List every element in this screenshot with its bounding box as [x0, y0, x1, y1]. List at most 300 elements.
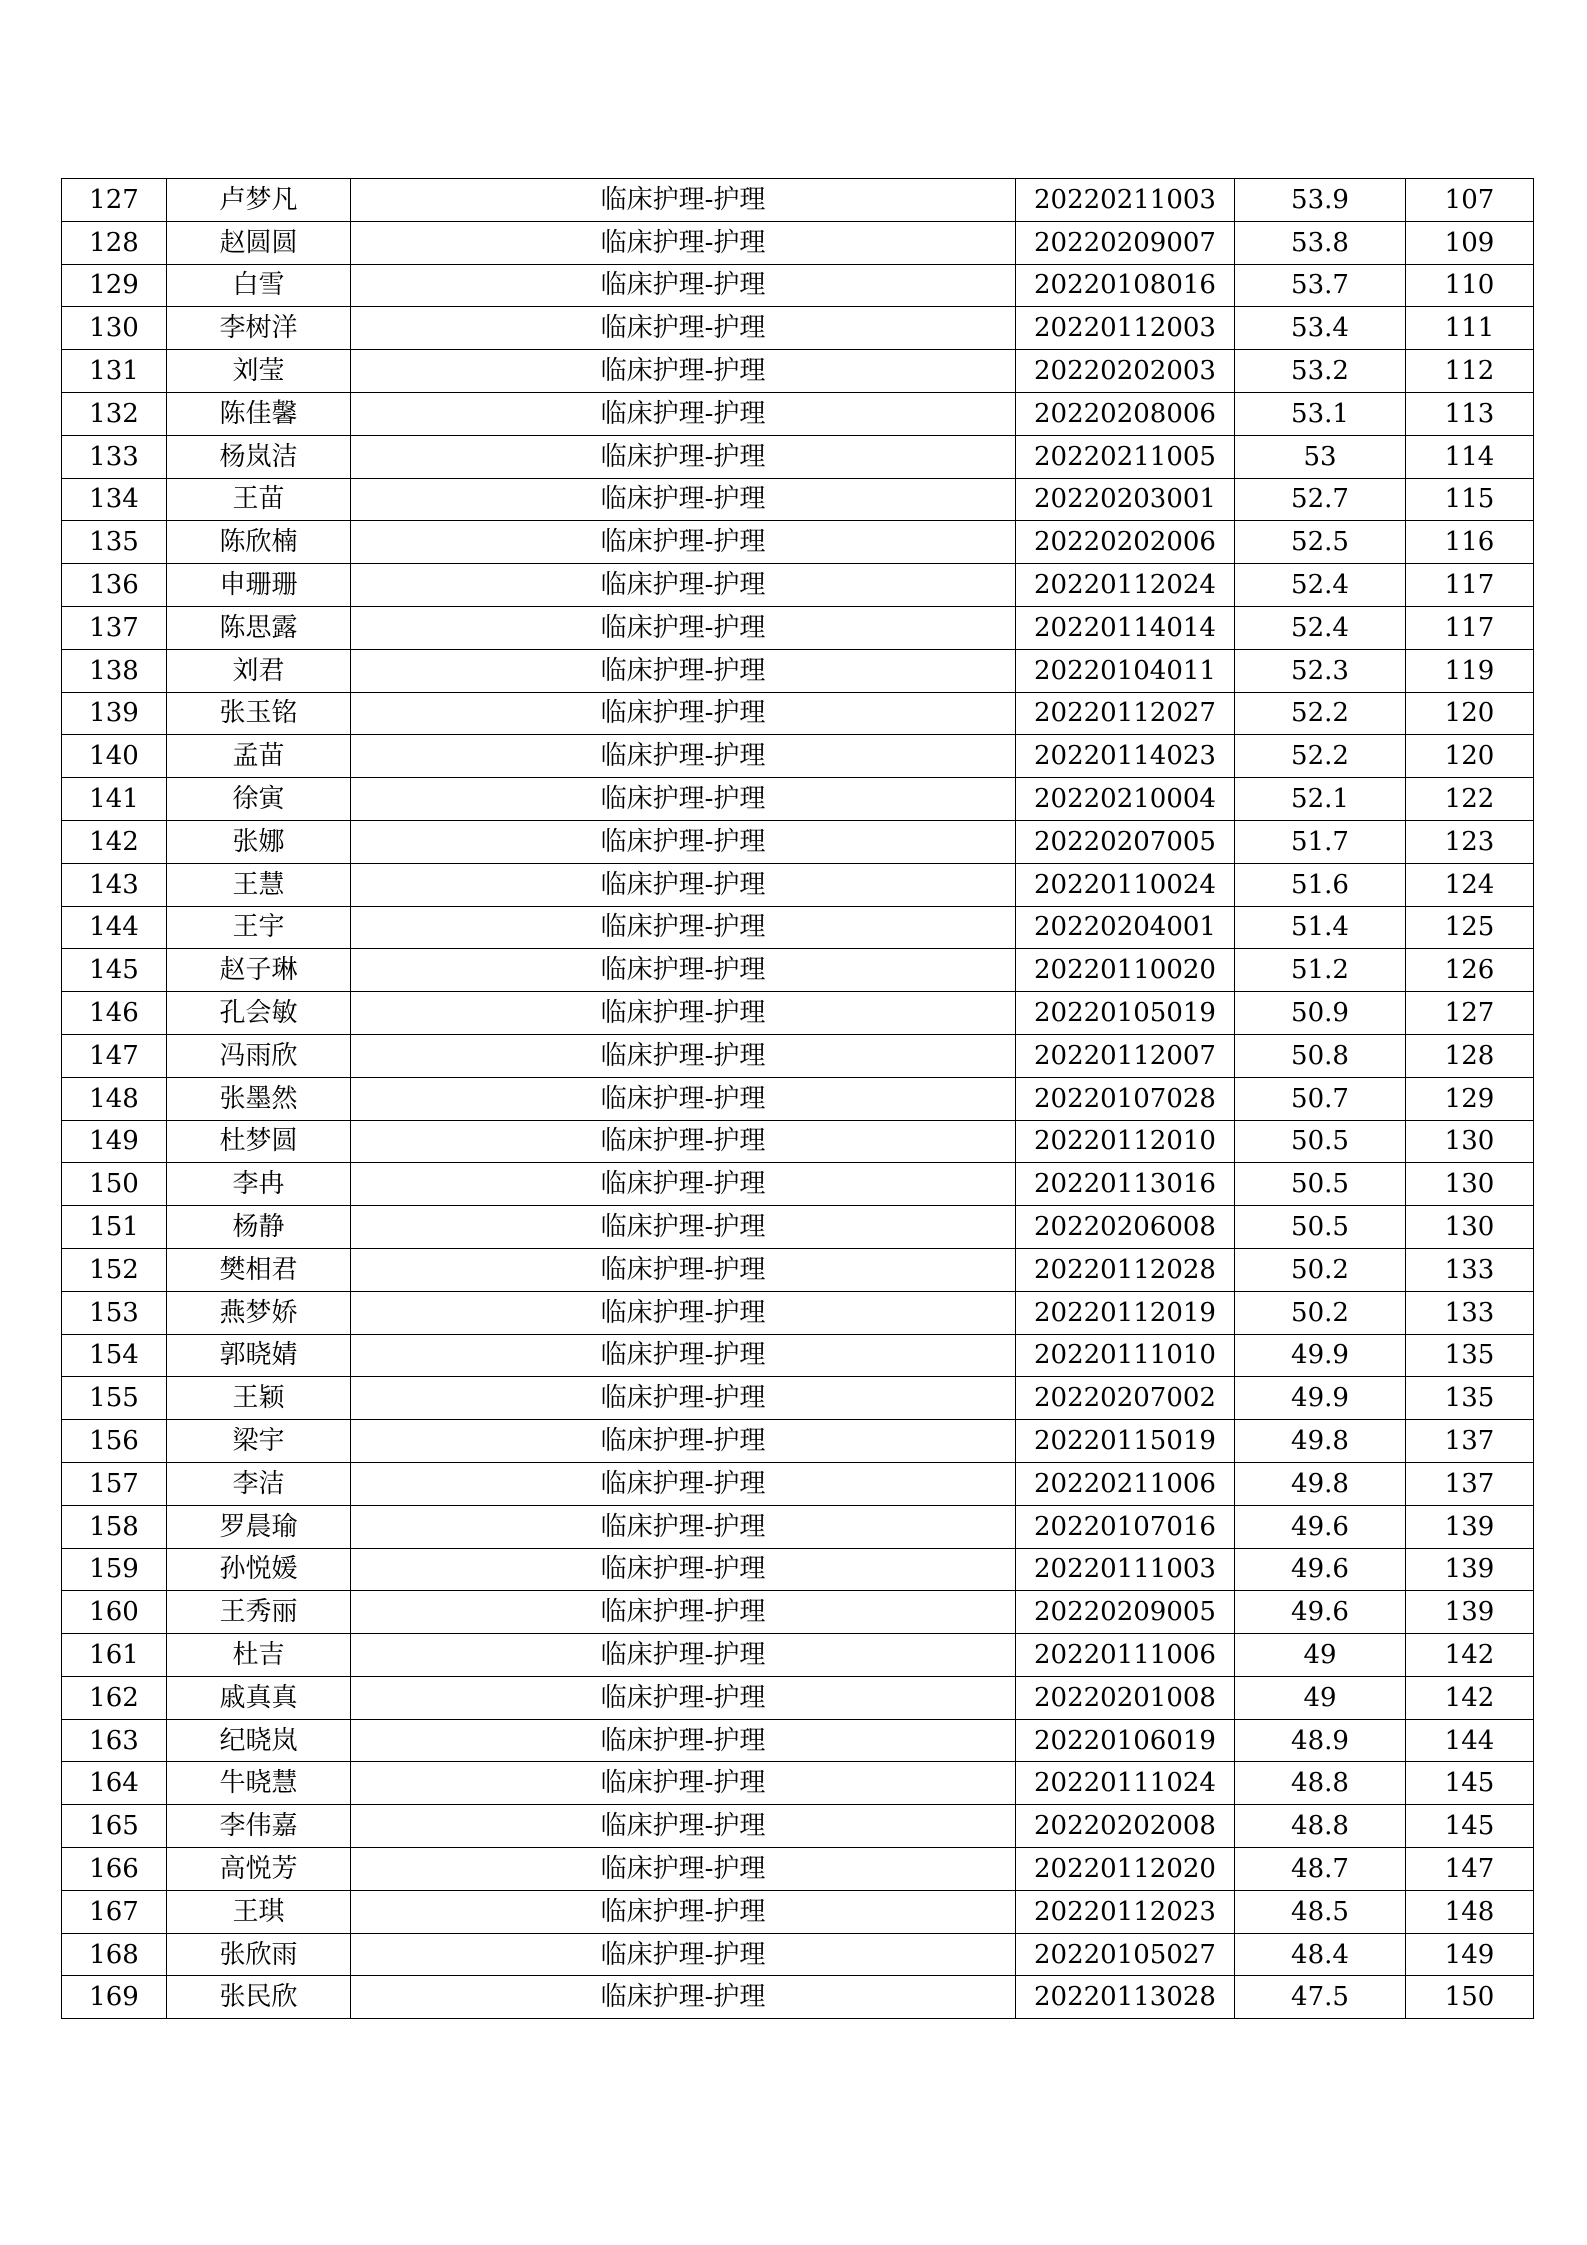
score-cell: 49.6	[1235, 1505, 1406, 1548]
candidate-name-cell: 申珊珊	[167, 564, 351, 607]
exam-id-cell: 20220110020	[1016, 949, 1235, 992]
table-row	[62, 1762, 1534, 1805]
score-cell: 50.5	[1235, 1206, 1406, 1249]
table-row	[62, 521, 1534, 564]
candidate-name-cell: 李树洋	[167, 307, 351, 350]
score-cell: 49.6	[1235, 1591, 1406, 1634]
table-row	[62, 1848, 1534, 1891]
rank-cell: 120	[1406, 692, 1534, 735]
candidate-name-cell: 杜梦圆	[167, 1120, 351, 1163]
exam-id-cell: 20220206008	[1016, 1206, 1235, 1249]
table-row	[62, 1120, 1534, 1163]
exam-id-cell: 20220208006	[1016, 392, 1235, 435]
row-number-cell: 144	[62, 906, 167, 949]
candidate-name-cell: 王颖	[167, 1377, 351, 1420]
rank-cell: 130	[1406, 1206, 1534, 1249]
exam-id-cell: 20220110024	[1016, 863, 1235, 906]
score-cell: 50.5	[1235, 1120, 1406, 1163]
row-number-cell: 133	[62, 435, 167, 478]
exam-id-cell: 20220202006	[1016, 521, 1235, 564]
table-row	[62, 1976, 1534, 2019]
candidate-name-cell: 李伟嘉	[167, 1805, 351, 1848]
position-cell: 临床护理-护理	[351, 1548, 1016, 1591]
exam-id-cell: 20220111003	[1016, 1548, 1235, 1591]
rank-cell: 133	[1406, 1248, 1534, 1291]
rank-cell: 115	[1406, 478, 1534, 521]
row-number-cell: 129	[62, 264, 167, 307]
exam-id-cell: 20220112028	[1016, 1248, 1235, 1291]
row-number-cell: 152	[62, 1248, 167, 1291]
table-row	[62, 221, 1534, 264]
candidate-name-cell: 赵子琳	[167, 949, 351, 992]
position-cell: 临床护理-护理	[351, 1719, 1016, 1762]
row-number-cell: 160	[62, 1591, 167, 1634]
table-row	[62, 478, 1534, 521]
position-cell: 临床护理-护理	[351, 221, 1016, 264]
exam-id-cell: 20220112019	[1016, 1291, 1235, 1334]
table-row	[62, 1676, 1534, 1719]
rank-cell: 139	[1406, 1548, 1534, 1591]
position-cell: 临床护理-护理	[351, 992, 1016, 1035]
exam-id-cell: 20220106019	[1016, 1719, 1235, 1762]
table-row	[62, 1334, 1534, 1377]
table-row	[62, 1163, 1534, 1206]
exam-id-cell: 20220210004	[1016, 778, 1235, 821]
exam-id-cell: 20220108016	[1016, 264, 1235, 307]
candidate-name-cell: 梁宇	[167, 1420, 351, 1463]
rank-cell: 145	[1406, 1762, 1534, 1805]
score-cell: 50.9	[1235, 992, 1406, 1035]
row-number-cell: 151	[62, 1206, 167, 1249]
table-row	[62, 1548, 1534, 1591]
rank-cell: 123	[1406, 820, 1534, 863]
rank-cell: 137	[1406, 1420, 1534, 1463]
rank-cell: 113	[1406, 392, 1534, 435]
position-cell: 临床护理-护理	[351, 1762, 1016, 1805]
candidate-name-cell: 王秀丽	[167, 1591, 351, 1634]
score-cell: 53.2	[1235, 350, 1406, 393]
position-cell: 临床护理-护理	[351, 1291, 1016, 1334]
score-cell: 50.7	[1235, 1077, 1406, 1120]
score-cell: 53.4	[1235, 307, 1406, 350]
exam-id-cell: 20220209005	[1016, 1591, 1235, 1634]
rank-cell: 147	[1406, 1848, 1534, 1891]
table-row	[62, 1505, 1534, 1548]
score-cell: 48.4	[1235, 1933, 1406, 1976]
rank-cell: 145	[1406, 1805, 1534, 1848]
table-row	[62, 1291, 1534, 1334]
exam-id-cell: 20220207002	[1016, 1377, 1235, 1420]
score-cell: 52.7	[1235, 478, 1406, 521]
position-cell: 临床护理-护理	[351, 1805, 1016, 1848]
score-cell: 51.4	[1235, 906, 1406, 949]
position-cell: 临床护理-护理	[351, 1890, 1016, 1933]
rank-cell: 116	[1406, 521, 1534, 564]
candidate-name-cell: 李洁	[167, 1462, 351, 1505]
table-row	[62, 949, 1534, 992]
row-number-cell: 141	[62, 778, 167, 821]
exam-id-cell: 20220104011	[1016, 649, 1235, 692]
rank-cell: 117	[1406, 564, 1534, 607]
rank-cell: 117	[1406, 606, 1534, 649]
candidate-name-cell: 白雪	[167, 264, 351, 307]
score-cell: 50.2	[1235, 1248, 1406, 1291]
row-number-cell: 147	[62, 1034, 167, 1077]
table-row	[62, 778, 1534, 821]
table-row	[62, 392, 1534, 435]
exam-id-cell: 20220112024	[1016, 564, 1235, 607]
table-row	[62, 1077, 1534, 1120]
rank-cell: 128	[1406, 1034, 1534, 1077]
position-cell: 临床护理-护理	[351, 649, 1016, 692]
position-cell: 临床护理-护理	[351, 1462, 1016, 1505]
row-number-cell: 136	[62, 564, 167, 607]
row-number-cell: 166	[62, 1848, 167, 1891]
table-row	[62, 179, 1534, 222]
row-number-cell: 140	[62, 735, 167, 778]
row-number-cell: 127	[62, 179, 167, 222]
table-row	[62, 1890, 1534, 1933]
exam-id-cell: 20220112003	[1016, 307, 1235, 350]
row-number-cell: 149	[62, 1120, 167, 1163]
rank-cell: 120	[1406, 735, 1534, 778]
table-row	[62, 863, 1534, 906]
row-number-cell: 128	[62, 221, 167, 264]
candidate-name-cell: 孟苗	[167, 735, 351, 778]
candidate-name-cell: 李冉	[167, 1163, 351, 1206]
position-cell: 临床护理-护理	[351, 863, 1016, 906]
exam-id-cell: 20220112007	[1016, 1034, 1235, 1077]
exam-id-cell: 20220113016	[1016, 1163, 1235, 1206]
score-cell: 51.6	[1235, 863, 1406, 906]
table-row	[62, 906, 1534, 949]
score-cell: 49	[1235, 1634, 1406, 1677]
rank-cell: 142	[1406, 1676, 1534, 1719]
exam-id-cell: 20220107016	[1016, 1505, 1235, 1548]
rank-cell: 130	[1406, 1120, 1534, 1163]
row-number-cell: 135	[62, 521, 167, 564]
rank-cell: 144	[1406, 1719, 1534, 1762]
rank-cell: 135	[1406, 1377, 1534, 1420]
position-cell: 临床护理-护理	[351, 820, 1016, 863]
position-cell: 临床护理-护理	[351, 350, 1016, 393]
row-number-cell: 142	[62, 820, 167, 863]
rank-cell: 126	[1406, 949, 1534, 992]
score-cell: 52.3	[1235, 649, 1406, 692]
position-cell: 临床护理-护理	[351, 1377, 1016, 1420]
score-cell: 53.1	[1235, 392, 1406, 435]
rank-cell: 114	[1406, 435, 1534, 478]
rank-cell: 148	[1406, 1890, 1534, 1933]
row-number-cell: 157	[62, 1462, 167, 1505]
candidate-name-cell: 孔会敏	[167, 992, 351, 1035]
position-cell: 临床护理-护理	[351, 564, 1016, 607]
score-cell: 53	[1235, 435, 1406, 478]
position-cell: 临床护理-护理	[351, 521, 1016, 564]
exam-id-cell: 20220112010	[1016, 1120, 1235, 1163]
exam-id-cell: 20220113028	[1016, 1976, 1235, 2019]
row-number-cell: 167	[62, 1890, 167, 1933]
rank-cell: 150	[1406, 1976, 1534, 2019]
position-cell: 临床护理-护理	[351, 692, 1016, 735]
exam-id-cell: 20220202003	[1016, 350, 1235, 393]
candidate-name-cell: 孙悦媛	[167, 1548, 351, 1591]
row-number-cell: 139	[62, 692, 167, 735]
score-cell: 53.8	[1235, 221, 1406, 264]
table-row	[62, 1719, 1534, 1762]
table-row	[62, 1248, 1534, 1291]
rank-cell: 125	[1406, 906, 1534, 949]
row-number-cell: 138	[62, 649, 167, 692]
score-cell: 52.2	[1235, 692, 1406, 735]
candidate-name-cell: 高悦芳	[167, 1848, 351, 1891]
exam-id-cell: 20220202008	[1016, 1805, 1235, 1848]
table-row	[62, 1805, 1534, 1848]
position-cell: 临床护理-护理	[351, 949, 1016, 992]
candidate-name-cell: 樊相君	[167, 1248, 351, 1291]
position-cell: 临床护理-护理	[351, 1120, 1016, 1163]
candidate-name-cell: 王琪	[167, 1890, 351, 1933]
rank-cell: 133	[1406, 1291, 1534, 1334]
row-number-cell: 169	[62, 1976, 167, 2019]
candidate-name-cell: 杨岚洁	[167, 435, 351, 478]
candidate-name-cell: 陈佳馨	[167, 392, 351, 435]
table-row	[62, 1377, 1534, 1420]
candidate-name-cell: 赵圆圆	[167, 221, 351, 264]
candidate-name-cell: 陈欣楠	[167, 521, 351, 564]
rank-cell: 149	[1406, 1933, 1534, 1976]
candidate-name-cell: 冯雨欣	[167, 1034, 351, 1077]
position-cell: 临床护理-护理	[351, 906, 1016, 949]
exam-id-cell: 20220204001	[1016, 906, 1235, 949]
rank-cell: 111	[1406, 307, 1534, 350]
exam-id-cell: 20220203001	[1016, 478, 1235, 521]
position-cell: 临床护理-护理	[351, 1420, 1016, 1463]
exam-id-cell: 20220211006	[1016, 1462, 1235, 1505]
table-row	[62, 435, 1534, 478]
rank-cell: 107	[1406, 179, 1534, 222]
table-row	[62, 1206, 1534, 1249]
table-row	[62, 820, 1534, 863]
rank-cell: 129	[1406, 1077, 1534, 1120]
row-number-cell: 148	[62, 1077, 167, 1120]
rank-cell: 139	[1406, 1505, 1534, 1548]
row-number-cell: 168	[62, 1933, 167, 1976]
position-cell: 临床护理-护理	[351, 1676, 1016, 1719]
row-number-cell: 143	[62, 863, 167, 906]
row-number-cell: 150	[62, 1163, 167, 1206]
score-cell: 52.2	[1235, 735, 1406, 778]
score-cell: 48.9	[1235, 1719, 1406, 1762]
results-table	[61, 178, 1534, 2019]
score-cell: 50.2	[1235, 1291, 1406, 1334]
exam-id-cell: 20220111010	[1016, 1334, 1235, 1377]
position-cell: 临床护理-护理	[351, 264, 1016, 307]
exam-id-cell: 20220211003	[1016, 179, 1235, 222]
row-number-cell: 130	[62, 307, 167, 350]
score-cell: 51.2	[1235, 949, 1406, 992]
candidate-name-cell: 徐寅	[167, 778, 351, 821]
score-cell: 50.8	[1235, 1034, 1406, 1077]
row-number-cell: 161	[62, 1634, 167, 1677]
exam-id-cell: 20220112023	[1016, 1890, 1235, 1933]
score-cell: 49.9	[1235, 1377, 1406, 1420]
score-cell: 49	[1235, 1676, 1406, 1719]
table-row	[62, 1634, 1534, 1677]
results-table-page	[61, 178, 1533, 2019]
row-number-cell: 162	[62, 1676, 167, 1719]
table-row	[62, 649, 1534, 692]
position-cell: 临床护理-护理	[351, 1077, 1016, 1120]
candidate-name-cell: 刘莹	[167, 350, 351, 393]
table-row	[62, 992, 1534, 1035]
exam-id-cell: 20220111024	[1016, 1762, 1235, 1805]
row-number-cell: 146	[62, 992, 167, 1035]
score-cell: 49.6	[1235, 1548, 1406, 1591]
position-cell: 临床护理-护理	[351, 1933, 1016, 1976]
score-cell: 50.5	[1235, 1163, 1406, 1206]
rank-cell: 130	[1406, 1163, 1534, 1206]
table-row	[62, 1591, 1534, 1634]
candidate-name-cell: 燕梦娇	[167, 1291, 351, 1334]
position-cell: 临床护理-护理	[351, 1848, 1016, 1891]
rank-cell: 110	[1406, 264, 1534, 307]
rank-cell: 122	[1406, 778, 1534, 821]
table-row	[62, 606, 1534, 649]
score-cell: 48.8	[1235, 1805, 1406, 1848]
rank-cell: 137	[1406, 1462, 1534, 1505]
table-row	[62, 350, 1534, 393]
row-number-cell: 154	[62, 1334, 167, 1377]
score-cell: 52.4	[1235, 606, 1406, 649]
table-row	[62, 1933, 1534, 1976]
exam-id-cell: 20220112027	[1016, 692, 1235, 735]
exam-id-cell: 20220111006	[1016, 1634, 1235, 1677]
table-row	[62, 307, 1534, 350]
score-cell: 53.7	[1235, 264, 1406, 307]
table-row	[62, 1462, 1534, 1505]
score-cell: 49.8	[1235, 1420, 1406, 1463]
position-cell: 临床护理-护理	[351, 435, 1016, 478]
score-cell: 49.8	[1235, 1462, 1406, 1505]
row-number-cell: 163	[62, 1719, 167, 1762]
candidate-name-cell: 张民欣	[167, 1976, 351, 2019]
row-number-cell: 159	[62, 1548, 167, 1591]
row-number-cell: 165	[62, 1805, 167, 1848]
position-cell: 临床护理-护理	[351, 307, 1016, 350]
candidate-name-cell: 郭晓婧	[167, 1334, 351, 1377]
score-cell: 49.9	[1235, 1334, 1406, 1377]
exam-id-cell: 20220105019	[1016, 992, 1235, 1035]
exam-id-cell: 20220114014	[1016, 606, 1235, 649]
exam-id-cell: 20220211005	[1016, 435, 1235, 478]
candidate-name-cell: 纪晓岚	[167, 1719, 351, 1762]
table-row	[62, 264, 1534, 307]
position-cell: 临床护理-护理	[351, 1248, 1016, 1291]
position-cell: 临床护理-护理	[351, 606, 1016, 649]
candidate-name-cell: 王宇	[167, 906, 351, 949]
row-number-cell: 145	[62, 949, 167, 992]
rank-cell: 112	[1406, 350, 1534, 393]
rank-cell: 127	[1406, 992, 1534, 1035]
rank-cell: 142	[1406, 1634, 1534, 1677]
candidate-name-cell: 王慧	[167, 863, 351, 906]
position-cell: 临床护理-护理	[351, 179, 1016, 222]
row-number-cell: 156	[62, 1420, 167, 1463]
row-number-cell: 158	[62, 1505, 167, 1548]
candidate-name-cell: 刘君	[167, 649, 351, 692]
exam-id-cell: 20220112020	[1016, 1848, 1235, 1891]
candidate-name-cell: 张欣雨	[167, 1933, 351, 1976]
candidate-name-cell: 王苗	[167, 478, 351, 521]
position-cell: 临床护理-护理	[351, 735, 1016, 778]
score-cell: 48.7	[1235, 1848, 1406, 1891]
score-cell: 48.8	[1235, 1762, 1406, 1805]
candidate-name-cell: 杨静	[167, 1206, 351, 1249]
exam-id-cell: 20220114023	[1016, 735, 1235, 778]
position-cell: 临床护理-护理	[351, 1976, 1016, 2019]
score-cell: 51.7	[1235, 820, 1406, 863]
position-cell: 临床护理-护理	[351, 778, 1016, 821]
row-number-cell: 164	[62, 1762, 167, 1805]
rank-cell: 135	[1406, 1334, 1534, 1377]
rank-cell: 139	[1406, 1591, 1534, 1634]
position-cell: 临床护理-护理	[351, 1334, 1016, 1377]
position-cell: 临床护理-护理	[351, 1505, 1016, 1548]
exam-id-cell: 20220207005	[1016, 820, 1235, 863]
candidate-name-cell: 张墨然	[167, 1077, 351, 1120]
candidate-name-cell: 牛晓慧	[167, 1762, 351, 1805]
exam-id-cell: 20220105027	[1016, 1933, 1235, 1976]
candidate-name-cell: 戚真真	[167, 1676, 351, 1719]
score-cell: 52.5	[1235, 521, 1406, 564]
rank-cell: 119	[1406, 649, 1534, 692]
results-table-body	[62, 179, 1534, 2019]
table-row	[62, 735, 1534, 778]
table-row	[62, 692, 1534, 735]
score-cell: 53.9	[1235, 179, 1406, 222]
score-cell: 48.5	[1235, 1890, 1406, 1933]
row-number-cell: 153	[62, 1291, 167, 1334]
candidate-name-cell: 张娜	[167, 820, 351, 863]
table-row	[62, 1420, 1534, 1463]
row-number-cell: 132	[62, 392, 167, 435]
position-cell: 临床护理-护理	[351, 478, 1016, 521]
exam-id-cell: 20220201008	[1016, 1676, 1235, 1719]
row-number-cell: 134	[62, 478, 167, 521]
position-cell: 临床护理-护理	[351, 1634, 1016, 1677]
candidate-name-cell: 杜吉	[167, 1634, 351, 1677]
score-cell: 47.5	[1235, 1976, 1406, 2019]
rank-cell: 109	[1406, 221, 1534, 264]
candidate-name-cell: 罗晨瑜	[167, 1505, 351, 1548]
row-number-cell: 137	[62, 606, 167, 649]
exam-id-cell: 20220209007	[1016, 221, 1235, 264]
rank-cell: 124	[1406, 863, 1534, 906]
table-row	[62, 1034, 1534, 1077]
candidate-name-cell: 卢梦凡	[167, 179, 351, 222]
table-row	[62, 564, 1534, 607]
row-number-cell: 131	[62, 350, 167, 393]
row-number-cell: 155	[62, 1377, 167, 1420]
candidate-name-cell: 张玉铭	[167, 692, 351, 735]
score-cell: 52.1	[1235, 778, 1406, 821]
score-cell: 52.4	[1235, 564, 1406, 607]
position-cell: 临床护理-护理	[351, 1206, 1016, 1249]
position-cell: 临床护理-护理	[351, 1034, 1016, 1077]
candidate-name-cell: 陈思露	[167, 606, 351, 649]
position-cell: 临床护理-护理	[351, 1591, 1016, 1634]
